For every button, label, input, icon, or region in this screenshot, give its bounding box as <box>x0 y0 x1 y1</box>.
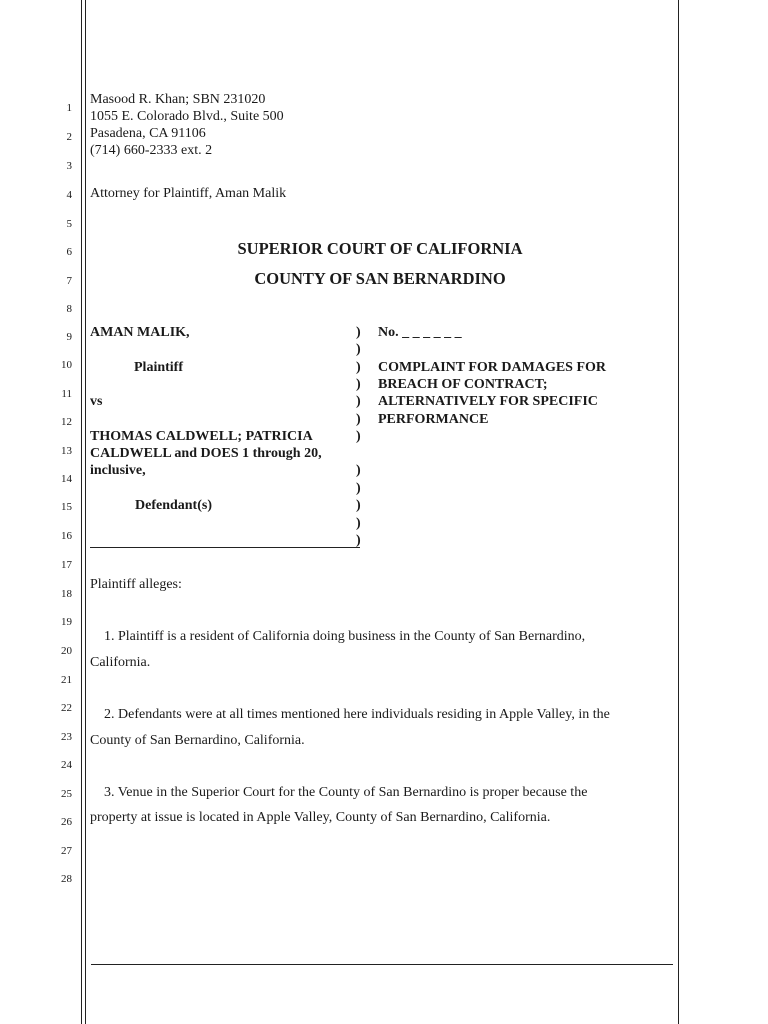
line-number: 19 <box>61 616 72 628</box>
paragraph-3-line-1: 3. Venue in the Superior Court for the County of San Bernardino is proper because the <box>104 785 588 800</box>
attorney-address: 1055 E. Colorado Blvd., Suite 500 <box>90 109 284 124</box>
defendants-line-3: inclusive, <box>90 463 146 478</box>
document-title-line-4: PERFORMANCE <box>378 412 489 427</box>
line-number: 21 <box>61 674 72 686</box>
paragraph-2-line-1: 2. Defendants were at all times mentioned here individuals residing in Apple Valley, in the <box>104 707 610 722</box>
line-number: 22 <box>61 702 72 714</box>
line-number: 18 <box>61 588 72 600</box>
line-number: 10 <box>61 359 72 371</box>
caption-paren: ) <box>356 463 361 478</box>
attorney-role: Attorney for Plaintiff, Aman Malik <box>90 186 287 201</box>
caption-underline <box>90 547 360 548</box>
caption-paren: ) <box>356 429 361 444</box>
line-number: 5 <box>66 218 72 230</box>
document-title-line-3: ALTERNATIVELY FOR SPECIFIC <box>378 394 598 409</box>
caption-paren: ) <box>356 377 361 392</box>
line-number: 28 <box>61 873 72 885</box>
line-number: 2 <box>66 131 72 143</box>
line-number: 26 <box>61 816 72 828</box>
caption-paren: ) <box>356 394 361 409</box>
footer-rule <box>91 964 673 965</box>
caption-paren: ) <box>356 516 361 531</box>
court-name: SUPERIOR COURT OF CALIFORNIA <box>237 239 523 258</box>
court-county: COUNTY OF SAN BERNARDINO <box>254 269 506 288</box>
attorney-city: Pasadena, CA 91106 <box>90 126 206 141</box>
document-title-line-2: BREACH OF CONTRACT; <box>378 377 548 392</box>
line-number: 12 <box>61 416 72 428</box>
versus-label: vs <box>90 394 103 409</box>
line-number: 6 <box>66 246 72 258</box>
attorney-name-sbn: Masood R. Khan; SBN 231020 <box>90 92 266 107</box>
defendants-line-1: THOMAS CALDWELL; PATRICIA <box>90 429 313 444</box>
defendants-label: Defendant(s) <box>135 498 212 513</box>
case-number: No. _ _ _ _ _ _ <box>378 325 462 340</box>
paragraph-3-line-2: property at issue is located in Apple Valley, County of San Bernardino, California. <box>90 810 551 825</box>
line-number: 16 <box>61 530 72 542</box>
line-number: 4 <box>66 189 72 201</box>
line-number: 20 <box>61 645 72 657</box>
line-number: 15 <box>61 501 72 513</box>
right-margin-rule <box>678 0 679 1024</box>
line-number: 8 <box>66 303 72 315</box>
line-number: 3 <box>66 160 72 172</box>
defendants-line-2: CALDWELL and DOES 1 through 20, <box>90 446 322 461</box>
attorney-phone: (714) 660-2333 ext. 2 <box>90 143 213 158</box>
line-number: 14 <box>61 473 72 485</box>
paragraph-1-line-1: 1. Plaintiff is a resident of California doing business in the County of San Bernardino, <box>104 629 586 644</box>
plaintiff-label: Plaintiff <box>134 360 183 375</box>
left-margin-rule-inner <box>85 0 86 1024</box>
line-number: 11 <box>61 388 72 400</box>
line-number: 23 <box>61 731 72 743</box>
paragraph-1-line-2: California. <box>90 655 151 670</box>
line-number: 25 <box>61 788 72 800</box>
caption-paren: ) <box>356 360 361 375</box>
line-number: 17 <box>61 559 72 571</box>
caption-paren: ) <box>356 533 361 548</box>
left-margin-rule-outer <box>81 0 82 1024</box>
plaintiff-name: AMAN MALIK, <box>90 325 190 340</box>
paragraph-2-line-2: County of San Bernardino, California. <box>90 733 305 748</box>
document-title-line-1: COMPLAINT FOR DAMAGES FOR <box>378 360 607 375</box>
line-number: 7 <box>66 275 72 287</box>
line-number: 13 <box>61 445 72 457</box>
line-number: 1 <box>66 102 72 114</box>
caption-paren: ) <box>356 325 361 340</box>
caption-paren: ) <box>356 481 361 496</box>
caption-paren: ) <box>356 412 361 427</box>
line-number: 9 <box>66 331 72 343</box>
line-number: 24 <box>61 759 72 771</box>
caption-paren: ) <box>356 498 361 513</box>
intro-text: Plaintiff alleges: <box>90 577 182 592</box>
caption-paren: ) <box>356 342 361 357</box>
line-number: 27 <box>61 845 72 857</box>
